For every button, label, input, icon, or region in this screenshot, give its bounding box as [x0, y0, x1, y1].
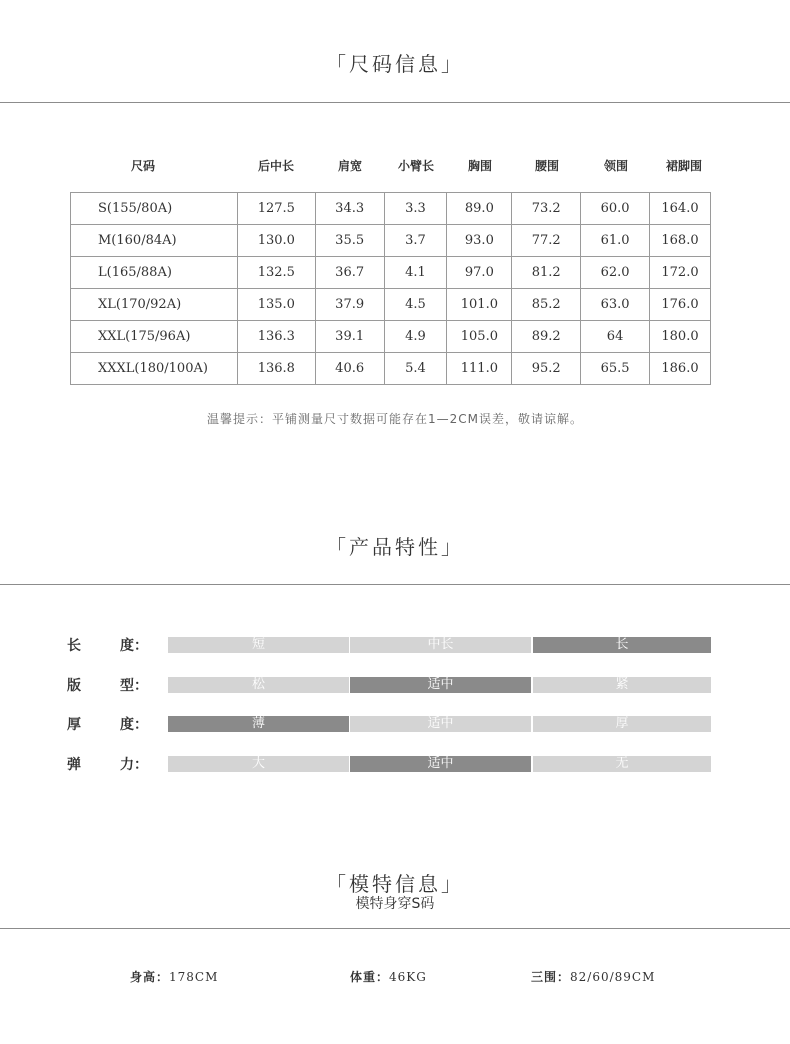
size-value-cell: 93.0: [447, 225, 512, 257]
feature-option-selected: 适中: [350, 756, 531, 772]
size-value-cell: 136.8: [237, 353, 315, 385]
feature-label: [67, 756, 147, 774]
size-value-cell: 4.5: [384, 289, 447, 321]
model-height: [130, 968, 218, 985]
size-value-cell: 39.1: [315, 321, 384, 353]
feature-label-char: 力：: [120, 757, 148, 773]
table-row: [71, 321, 711, 353]
model-height-value: 178CM: [169, 970, 219, 984]
size-value-cell: 95.2: [512, 353, 581, 385]
feature-label-char: 长: [67, 638, 81, 654]
size-value-cell: 135.0: [237, 289, 315, 321]
size-value-cell: 85.2: [512, 289, 581, 321]
size-value-cell: 60.0: [581, 193, 650, 225]
model-info-title: 「模特信息」: [326, 872, 464, 896]
size-value-cell: 40.6: [315, 353, 384, 385]
header-back-length: 后中长: [257, 159, 294, 173]
size-value-cell: 63.0: [581, 289, 650, 321]
feature-row: [0, 756, 790, 774]
table-row: [71, 289, 711, 321]
size-value-cell: 73.2: [512, 193, 581, 225]
header-forearm: 小臂长: [397, 159, 434, 173]
size-name-cell: XXL(175/96A): [71, 321, 238, 353]
size-value-cell: 168.0: [650, 225, 711, 257]
size-value-cell: 77.2: [512, 225, 581, 257]
feature-row: [0, 637, 790, 655]
size-value-cell: 180.0: [650, 321, 711, 353]
size-value-cell: 65.5: [581, 353, 650, 385]
table-row: [71, 225, 711, 257]
size-value-cell: 64: [581, 321, 650, 353]
size-value-cell: 61.0: [581, 225, 650, 257]
feature-option-selected: 适中: [350, 677, 531, 693]
header-waist: 腰围: [534, 159, 559, 173]
size-value-cell: 35.5: [315, 225, 384, 257]
size-value-cell: 186.0: [650, 353, 711, 385]
size-value-cell: 3.3: [384, 193, 447, 225]
table-row: [71, 193, 711, 225]
size-value-cell: 5.4: [384, 353, 447, 385]
feature-label-char: 度：: [120, 717, 148, 733]
size-info-title: 「尺码信息」: [326, 52, 464, 76]
table-row: [71, 257, 711, 289]
model-stats: [0, 968, 790, 988]
size-table: [70, 192, 711, 385]
header-chest: 胸围: [467, 159, 492, 173]
size-value-cell: 36.7: [315, 257, 384, 289]
feature-label: [67, 637, 147, 655]
section-divider: [0, 584, 790, 585]
size-value-cell: 4.9: [384, 321, 447, 353]
feature-option: 中长: [350, 637, 531, 653]
feature-label-char: 型：: [120, 678, 148, 694]
model-measurements-label: 三围：: [531, 970, 571, 984]
header-hem: 裙脚围: [665, 159, 702, 173]
feature-option: 紧: [533, 677, 711, 693]
header-shoulder: 肩宽: [337, 159, 362, 173]
feature-option: 适中: [350, 716, 531, 732]
measurement-note: 温馨提示：平铺测量尺寸数据可能存在1—2CM误差，敬请谅解。: [206, 412, 583, 426]
model-weight-value: 46KG: [389, 970, 427, 984]
feature-label-char: 度：: [120, 638, 148, 654]
size-value-cell: 105.0: [447, 321, 512, 353]
model-info-subtitle: 模特身穿S码: [355, 896, 435, 912]
size-value-cell: 81.2: [512, 257, 581, 289]
model-height-label: 身高：: [130, 970, 170, 984]
size-value-cell: 4.1: [384, 257, 447, 289]
size-name-cell: M(160/84A): [71, 225, 238, 257]
size-value-cell: 172.0: [650, 257, 711, 289]
feature-label-char: 厚: [67, 717, 81, 733]
size-value-cell: 34.3: [315, 193, 384, 225]
size-value-cell: 136.3: [237, 321, 315, 353]
features-title: 「产品特性」: [326, 535, 464, 559]
feature-option: 无: [533, 756, 711, 772]
feature-label: [67, 677, 147, 695]
model-measurements: [531, 968, 655, 985]
feature-label-char: 弹: [67, 757, 81, 773]
size-name-cell: L(165/88A): [71, 257, 238, 289]
header-neck: 领围: [603, 159, 628, 173]
size-value-cell: 130.0: [237, 225, 315, 257]
feature-option: 松: [168, 677, 349, 693]
model-measurements-value: 82/60/89CM: [570, 970, 656, 984]
feature-option: 厚: [533, 716, 711, 732]
section-divider: [0, 102, 790, 103]
size-value-cell: 132.5: [237, 257, 315, 289]
section-divider: [0, 928, 790, 929]
feature-option-selected: 长: [533, 637, 711, 653]
size-value-cell: 62.0: [581, 257, 650, 289]
size-value-cell: 37.9: [315, 289, 384, 321]
size-value-cell: 97.0: [447, 257, 512, 289]
size-value-cell: 3.7: [384, 225, 447, 257]
size-name-cell: S(155/80A): [71, 193, 238, 225]
size-table-header: [0, 157, 790, 177]
feature-row: [0, 716, 790, 734]
feature-row: [0, 677, 790, 695]
size-value-cell: 164.0: [650, 193, 711, 225]
size-name-cell: XL(170/92A): [71, 289, 238, 321]
model-weight-label: 体重：: [350, 970, 390, 984]
feature-option: 大: [168, 756, 349, 772]
table-row: [71, 353, 711, 385]
size-value-cell: 101.0: [447, 289, 512, 321]
model-weight: [350, 968, 427, 985]
size-value-cell: 176.0: [650, 289, 711, 321]
size-value-cell: 89.0: [447, 193, 512, 225]
feature-label: [67, 716, 147, 734]
size-value-cell: 127.5: [237, 193, 315, 225]
feature-label-char: 版: [67, 678, 81, 694]
feature-option: 短: [168, 637, 349, 653]
header-size: 尺码: [130, 159, 155, 173]
feature-option-selected: 薄: [168, 716, 349, 732]
size-value-cell: 89.2: [512, 321, 581, 353]
size-name-cell: XXXL(180/100A): [71, 353, 238, 385]
size-value-cell: 111.0: [447, 353, 512, 385]
